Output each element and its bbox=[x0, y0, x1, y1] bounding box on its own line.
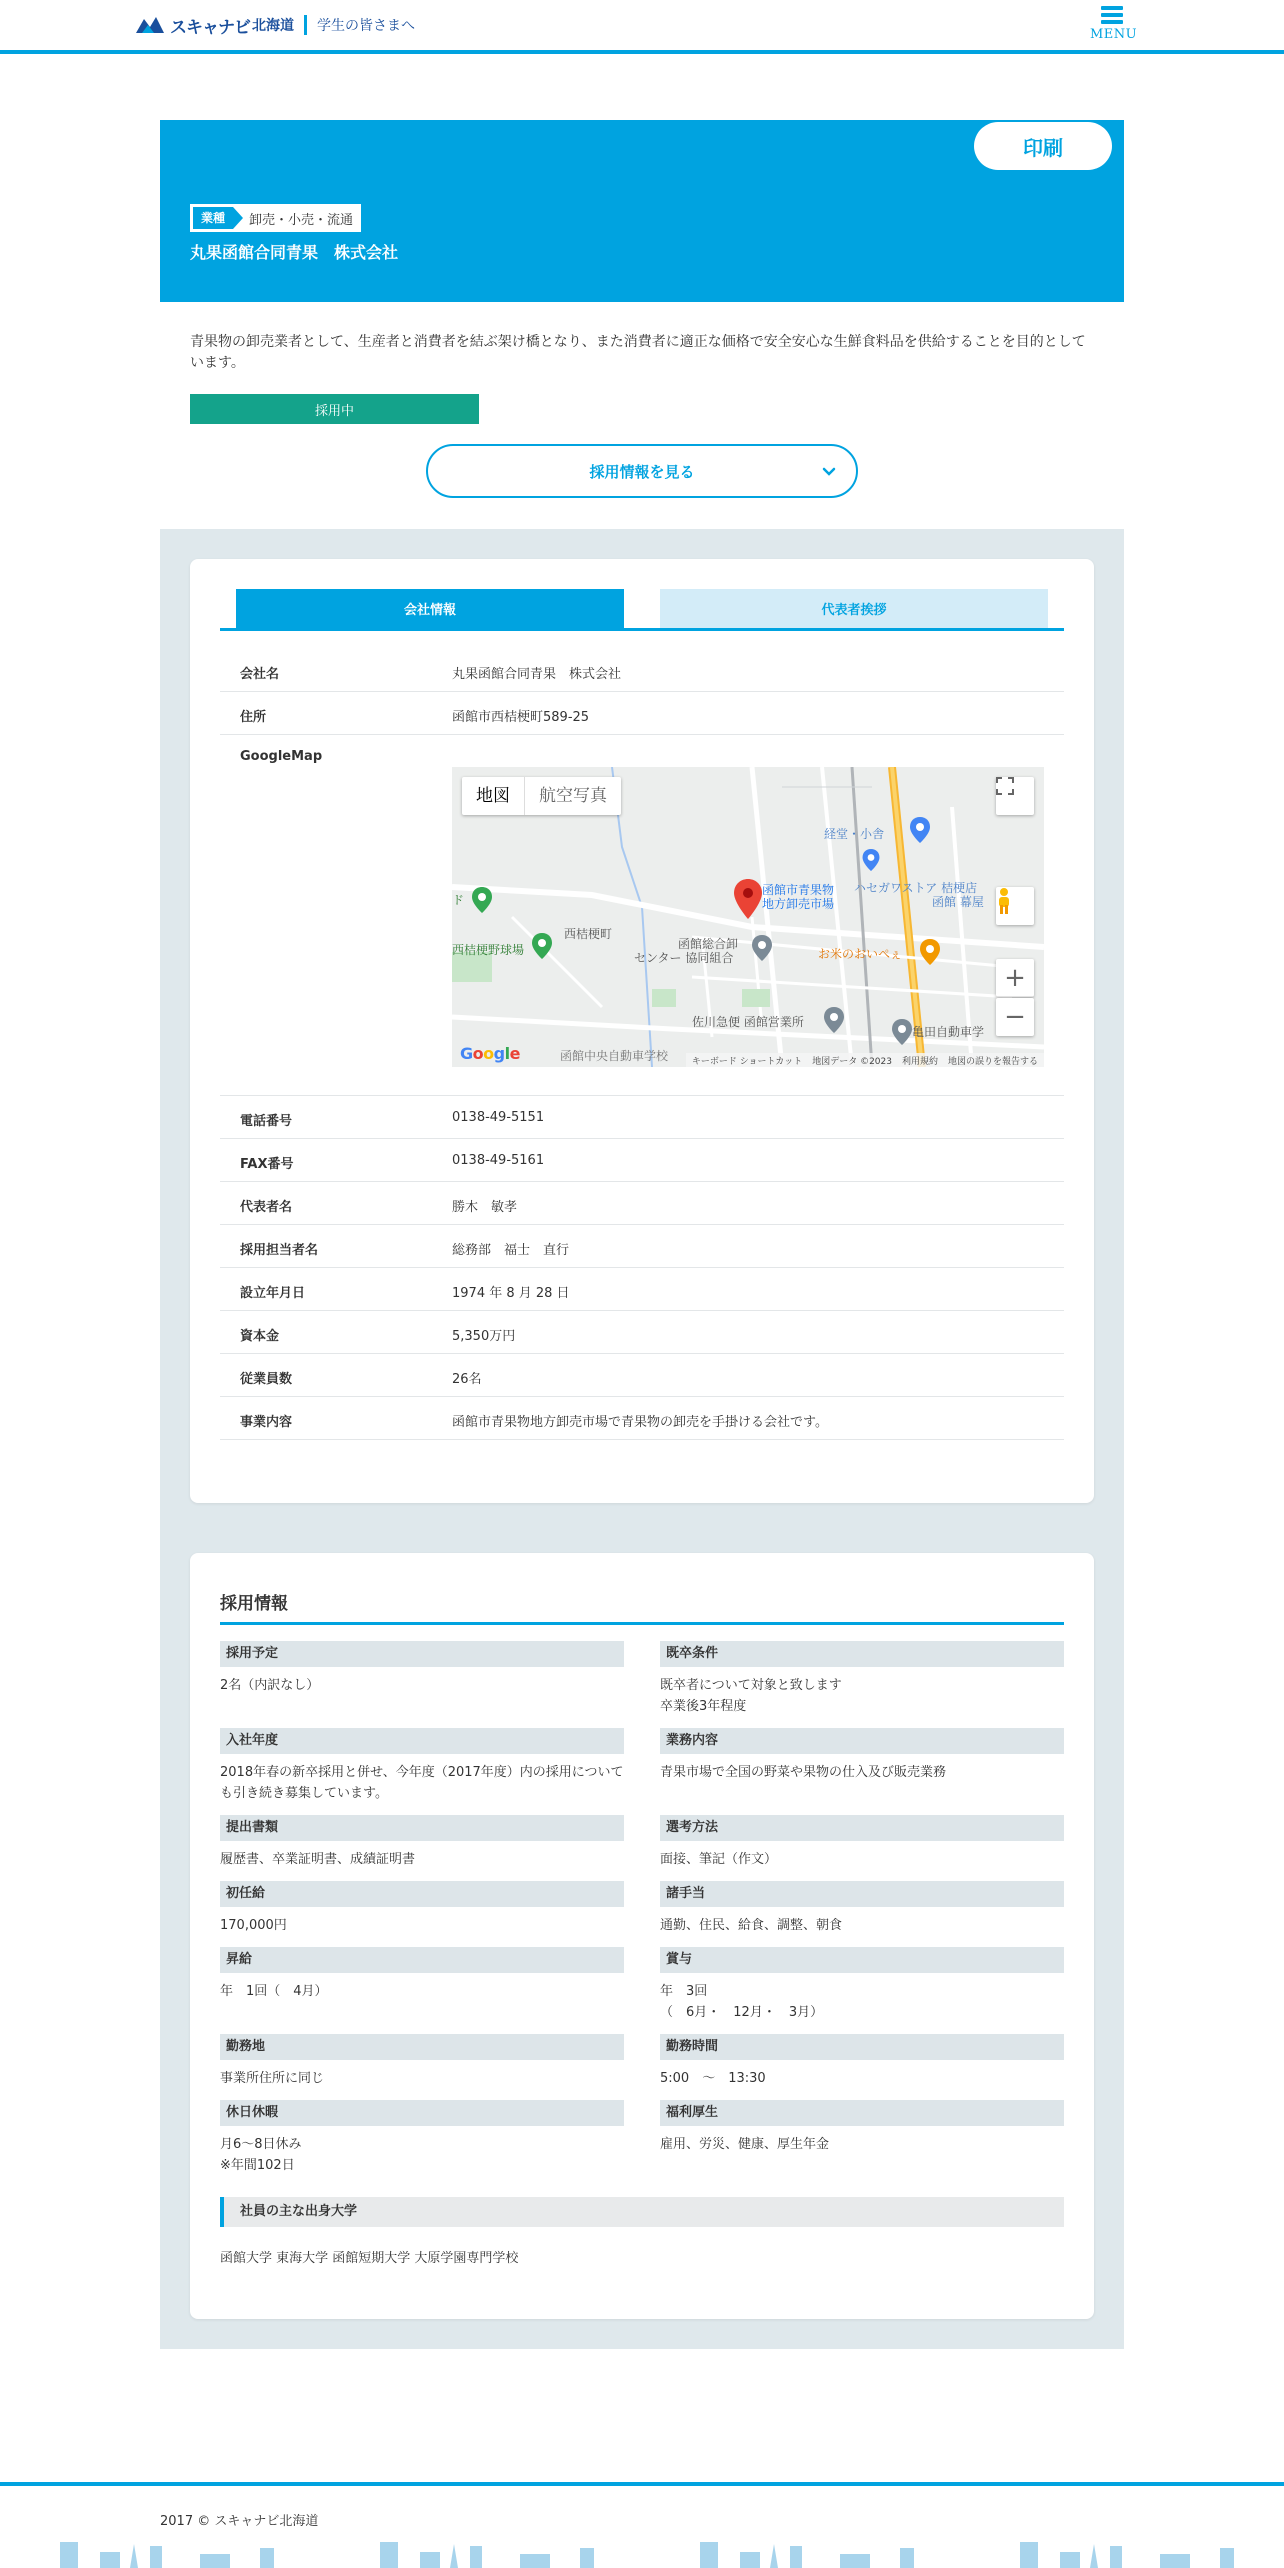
site-logo[interactable] bbox=[134, 10, 415, 40]
map-label: 函館 幕屋 bbox=[932, 895, 984, 909]
logo-divider bbox=[304, 15, 307, 35]
recruit-value: 通勤、住民、給食、調整、朝食 bbox=[660, 1918, 843, 1933]
info-label: 代表者名 bbox=[240, 1200, 293, 1215]
site-header bbox=[0, 0, 1284, 54]
shop-pin-icon bbox=[910, 817, 930, 843]
recruit-value: 履歴書、卒業証明書、成績証明書 bbox=[220, 1852, 416, 1867]
info-row-founded bbox=[220, 1268, 1064, 1311]
pegman-icon bbox=[996, 887, 1012, 915]
copyright: 2017 © スキャナビ北海道 bbox=[160, 2514, 319, 2529]
map-label: センター 協同組合 bbox=[634, 951, 734, 965]
info-value: 総務部 福士 直行 bbox=[452, 1243, 570, 1258]
shop-pin-icon bbox=[862, 849, 880, 871]
map-type-control bbox=[462, 777, 621, 815]
recruit-value: 170,000円 bbox=[220, 1918, 287, 1933]
info-label: 会社名 bbox=[240, 667, 280, 682]
park-pin-icon bbox=[532, 933, 552, 959]
map-data-credit: 地図データ ©2023 bbox=[812, 1056, 892, 1067]
print-button[interactable]: 印刷 bbox=[974, 122, 1112, 170]
map-label: 函館中央自動車学校 bbox=[560, 1049, 669, 1063]
info-label: 住所 bbox=[240, 710, 267, 725]
info-value: 26名 bbox=[452, 1372, 482, 1387]
info-value: 勝木 敏孝 bbox=[452, 1200, 518, 1215]
info-label: 設立年月日 bbox=[240, 1286, 306, 1301]
map-label: 函館市青果物 bbox=[762, 883, 835, 897]
info-value: 函館市西桔梗町589-25 bbox=[452, 710, 590, 725]
map-label: お米のおいぺぇ bbox=[818, 947, 903, 961]
zoom-in-button[interactable] bbox=[996, 959, 1034, 997]
chevron-down-icon bbox=[820, 462, 838, 480]
map-type-satellite-button[interactable]: 航空写真 bbox=[539, 786, 607, 806]
poi-pin-icon bbox=[752, 935, 772, 961]
recruit-value: 年 3回 bbox=[660, 1984, 708, 1999]
zoom-out-button[interactable] bbox=[996, 998, 1034, 1036]
location-pin-icon[interactable] bbox=[734, 879, 762, 919]
info-row-hr-contact bbox=[220, 1225, 1064, 1268]
recruit-label: 諸手当 bbox=[660, 1881, 1064, 1907]
info-row-address bbox=[220, 692, 1064, 735]
info-label: 採用担当者名 bbox=[240, 1243, 319, 1258]
site-footer bbox=[0, 2482, 1284, 2568]
menu-button[interactable] bbox=[1090, 4, 1138, 48]
company-description: 青果物の卸売業者として、生産者と消費者を結ぶ架け橋となり、また消費者に適正な価格で安全安心な生鮮食料品を供給することを目的としています。 bbox=[190, 334, 1086, 371]
map-label: ハセガワストア 桔梗店 bbox=[854, 881, 978, 895]
info-value: 1974 年 8 月 28 日 bbox=[452, 1286, 570, 1301]
header-tagline[interactable]: 学生の皆さまへ bbox=[317, 18, 415, 34]
info-label: 従業員数 bbox=[240, 1372, 293, 1387]
logo-region: 北海道 bbox=[252, 18, 294, 34]
info-value: 丸果函館合同青果 株式会社 bbox=[452, 667, 622, 682]
restaurant-pin-icon bbox=[920, 939, 940, 965]
fullscreen-button[interactable] bbox=[996, 777, 1034, 815]
info-row-capital bbox=[220, 1311, 1064, 1354]
info-row-tel bbox=[220, 1096, 1064, 1139]
minus-icon: − bbox=[1004, 1002, 1026, 1032]
logo-mark-icon bbox=[134, 13, 166, 37]
recruit-label: 採用予定 bbox=[220, 1641, 624, 1667]
recruit-label: 初任給 bbox=[220, 1881, 624, 1907]
recruit-label: 入社年度 bbox=[220, 1728, 624, 1754]
recruit-label: 業務内容 bbox=[660, 1728, 1064, 1754]
company-info-card bbox=[190, 559, 1094, 1503]
info-row-fax bbox=[220, 1139, 1064, 1182]
alumni-list: 函館大学 東海大学 函館短期大学 大原学園専門学校 bbox=[220, 2251, 519, 2266]
recruit-value: 5:00 ～ 13:30 bbox=[660, 2071, 766, 2086]
park-pin-icon bbox=[472, 887, 492, 913]
recruit-value: ※年間102日 bbox=[220, 2158, 295, 2173]
map-label: ド bbox=[452, 893, 465, 907]
info-row-employees bbox=[220, 1354, 1064, 1397]
info-value: 0138-49-5151 bbox=[452, 1110, 545, 1125]
recruit-label: 勤務地 bbox=[220, 2034, 624, 2060]
info-row-business bbox=[220, 1397, 1064, 1440]
recruit-label: 既卒条件 bbox=[660, 1641, 1064, 1667]
company-title: 丸果函館合同青果 株式会社 bbox=[190, 243, 399, 262]
menu-label: MENU bbox=[1090, 27, 1138, 42]
recruit-value: 雇用、労災、健康、厚生年金 bbox=[660, 2137, 830, 2152]
info-label: GoogleMap bbox=[240, 749, 323, 764]
report-error-link[interactable]: 地図の誤りを報告する bbox=[947, 1056, 1038, 1067]
recruit-value: 既卒者について対象と致します bbox=[660, 1678, 842, 1693]
info-label: 電話番号 bbox=[240, 1114, 293, 1129]
recruit-label: 休日休暇 bbox=[220, 2100, 624, 2126]
recruit-section-title: 採用情報 bbox=[220, 1589, 1064, 1625]
info-value: 5,350万円 bbox=[452, 1329, 516, 1344]
recruit-label: 賞与 bbox=[660, 1947, 1064, 1973]
google-logo: Google bbox=[460, 1044, 520, 1063]
recruit-value: 事業所住所に同じ bbox=[220, 2071, 325, 2086]
map-footer bbox=[686, 1053, 1044, 1067]
keyboard-shortcuts-link[interactable]: キーボード ショートカット bbox=[691, 1056, 803, 1067]
info-label: FAX番号 bbox=[240, 1157, 294, 1172]
info-value: 函館市青果物地方卸売市場で青果物の卸売を手掛ける会社です。 bbox=[452, 1415, 828, 1430]
recruit-info-card bbox=[190, 1553, 1094, 2319]
view-recruit-label: 採用情報を見る bbox=[589, 462, 695, 481]
recruit-label: 昇給 bbox=[220, 1947, 624, 1973]
map-label: 西桔梗町 bbox=[564, 927, 613, 941]
view-recruit-button[interactable] bbox=[426, 444, 858, 498]
city-skyline-decoration bbox=[0, 2534, 1284, 2568]
map-label: 西桔梗野球場 bbox=[452, 943, 525, 957]
map-type-map-button[interactable]: 地図 bbox=[462, 777, 525, 815]
recruit-label: 選考方法 bbox=[660, 1815, 1064, 1841]
map-label: 佐川急便 函館営業所 bbox=[692, 1015, 804, 1029]
recruit-value: 2018年春の新卒採用と併せ、今年度（2017年度）内の採用についても引き続き募集しています。 bbox=[220, 1765, 624, 1801]
recruit-value: 青果市場で全国の野菜や果物の仕入及び販売業務 bbox=[660, 1765, 947, 1780]
map-label: 地方卸売市場 bbox=[762, 897, 835, 911]
recruit-value: 年 1回（ 4月） bbox=[220, 1984, 328, 1999]
info-row-company-name bbox=[220, 649, 1064, 692]
info-label: 事業内容 bbox=[240, 1415, 293, 1430]
info-row-representative bbox=[220, 1182, 1064, 1225]
logo-text: スキャナビ bbox=[170, 17, 250, 38]
hamburger-icon bbox=[1101, 6, 1123, 24]
company-hero bbox=[160, 120, 1124, 302]
recruit-label: 福利厚生 bbox=[660, 2100, 1064, 2126]
recruit-label: 勤務時間 bbox=[660, 2034, 1064, 2060]
recruit-value: 2名（内訳なし） bbox=[220, 1678, 320, 1693]
tab-representative-message[interactable]: 代表者挨拶 bbox=[660, 589, 1048, 628]
tab-company-info[interactable]: 会社情報 bbox=[236, 589, 624, 628]
recruit-value: （ 6月・ 12月・ 3月） bbox=[660, 2005, 824, 2020]
map-label: 函館総合卸 bbox=[678, 937, 739, 951]
status-badge: 採用中 bbox=[190, 394, 479, 424]
terms-link[interactable]: 利用規約 bbox=[901, 1056, 938, 1067]
poi-pin-icon bbox=[892, 1019, 912, 1045]
industry-badge bbox=[190, 204, 361, 232]
industry-value: 卸売・小売・流通 bbox=[249, 212, 354, 228]
industry-label: 業種 bbox=[193, 207, 233, 229]
recruit-value: 月6～8日休み bbox=[220, 2137, 302, 2152]
google-map[interactable] bbox=[452, 767, 1044, 1067]
map-label: 亀田自動車学 bbox=[912, 1025, 985, 1039]
recruit-value: 面接、筆記（作文） bbox=[660, 1852, 778, 1867]
recruit-value: 卒業後3年程度 bbox=[660, 1699, 747, 1714]
recruit-label: 提出書類 bbox=[220, 1815, 624, 1841]
street-view-button[interactable] bbox=[996, 887, 1034, 925]
info-label: 資本金 bbox=[240, 1329, 280, 1344]
plus-icon: + bbox=[1004, 962, 1026, 993]
poi-pin-icon bbox=[824, 1007, 844, 1033]
alumni-heading: 社員の主な出身大学 bbox=[220, 2197, 1064, 2227]
map-label: 経堂・小舎 bbox=[824, 827, 885, 841]
info-tabs bbox=[220, 589, 1064, 631]
info-value: 0138-49-5161 bbox=[452, 1153, 545, 1168]
content-area bbox=[160, 529, 1124, 2349]
fullscreen-icon bbox=[996, 777, 1014, 795]
